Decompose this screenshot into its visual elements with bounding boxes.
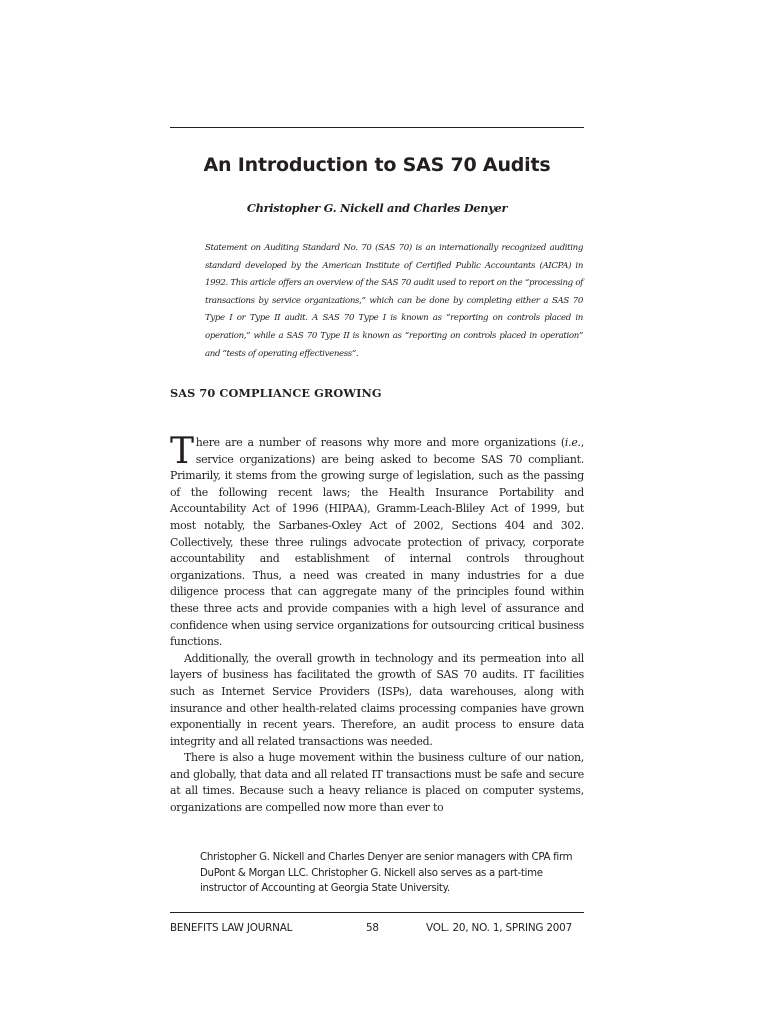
body-paragraph-1: [170, 431, 584, 651]
body-paragraph-2: Additionally, the overall growth in technology and its permeation into all layers of business has facilitated the growth of SAS 70 audits. IT facilities such as Internet Service Providers (ISPs), data warehouses, along with insurance and other health-related claims processing companies have grown exponentially in recent years. Therefore, an audit process to ensure data integrity and all related transactions was needed.: [170, 651, 584, 748]
paragraph-1-ie: i.e.: [564, 436, 581, 449]
bottom-rule: [170, 912, 584, 913]
section-heading: SAS 70 COMPLIANCE GROWING: [170, 386, 382, 400]
article-abstract: Statement on Auditing Standard No. 70 (SAS 70) is an internationally recognized auditing standard developed by the American Institute of Certified Public Accountants (AICPA) in 1992. This article offers an overview of the SAS 70 audit used to report on the “processing of transactions by service organizations,” which can be done by completing either a SAS 70 Type I or Type II audit. A SAS 70 Type I is known as “reporting on controls placed in operation,” while a SAS 70 Type II is known as “reporting on controls placed in operation” and “tests of operating effectiveness”.: [205, 243, 583, 359]
article-title: An Introduction to SAS 70 Audits: [203, 154, 551, 176]
author-footnote: Christopher G. Nickell and Charles Denyer are senior managers with CPA firm DuPont & Morgan LLC. Christopher G. Nickell also serves as a part-time instructor of Accounting at Georgia State University.: [200, 852, 573, 894]
footer-page-number: 58: [366, 922, 379, 934]
body-paragraph-3: There is also a huge movement within the business culture of our nation, and globally, that data and all related IT transactions must be safe and secure at all times. Because such a heavy reliance is placed on computer systems, organizations are compelled now more than ever to: [170, 751, 584, 815]
article-authors: Christopher G. Nickell and Charles Denyer: [246, 201, 508, 215]
drop-cap: T: [170, 431, 194, 472]
page-footer: [170, 922, 584, 938]
document-page: [170, 0, 584, 1024]
top-rule: [170, 127, 584, 128]
footer-journal-name: BENEFITS LAW JOURNAL: [170, 922, 293, 934]
footer-volume-info: VOL. 20, NO. 1, SPRING 2007: [426, 922, 572, 934]
article-body: [170, 431, 584, 817]
paragraph-1-text-a: here are a number of reasons why more and more organizations (: [195, 436, 565, 449]
paragraph-1-text-b: , service organizations) are being asked to become SAS 70 compliant. Primarily, it stems from the growing surge of legislation, such as the passing of the following recent laws; the Health Insurance Portability and Accountability Act of 1996 (HIPAA), Gramm-Leach-Bliley Act of 1999, but most notably, the Sarbanes-Oxley Act of 2002, Sections 404 and 302. Collectively, these three rulings advocate protection of privacy, corporate accountability and establishment of internal controls throughout organizations. Thus, a need was created in many industries for a due diligence process that can aggregate many of the principles found within these three acts and provide companies with a high level of assurance and confidence when using service organizations for outsourcing critical business functions.: [170, 436, 584, 649]
